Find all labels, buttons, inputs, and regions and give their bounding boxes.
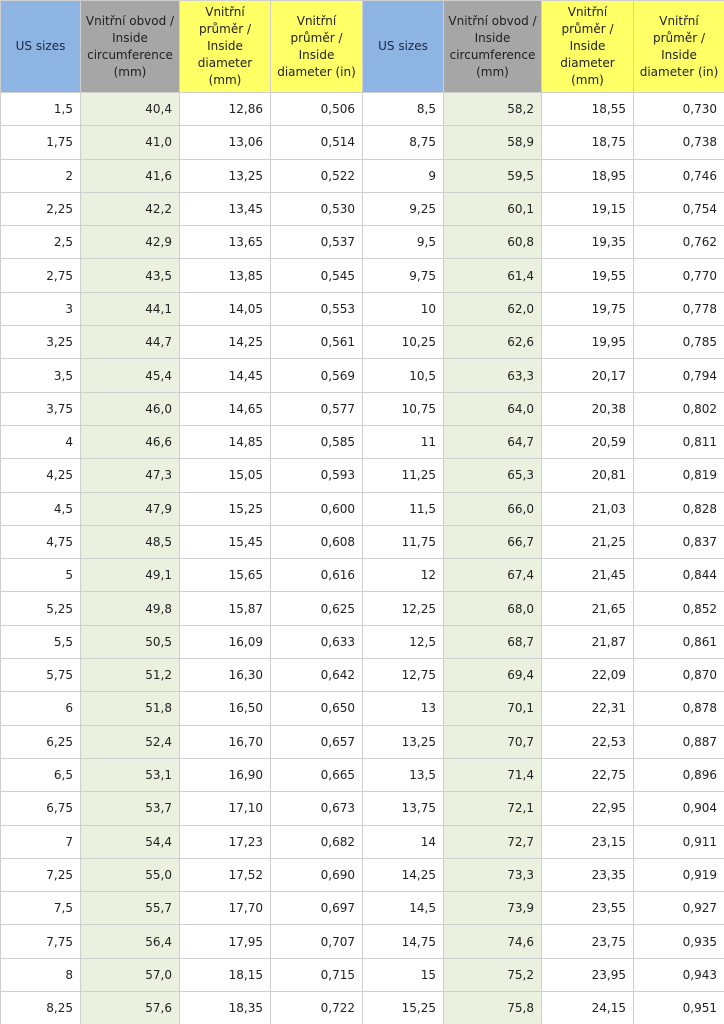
table-row: [1, 459, 724, 492]
diameter-in-cell: 0,811: [634, 425, 724, 458]
diameter-in-cell: 0,553: [271, 292, 363, 325]
circumference-mm-cell: 51,2: [81, 659, 180, 692]
us-size-cell: 2,75: [1, 259, 81, 292]
diameter-mm-cell: 21,03: [542, 492, 634, 525]
diameter-mm-cell: 24,15: [542, 992, 634, 1024]
circumference-mm-cell: 53,7: [81, 792, 180, 825]
us-size-cell: 3,75: [1, 392, 81, 425]
diameter-in-cell: 0,673: [271, 792, 363, 825]
diameter-in-cell: 0,911: [634, 825, 724, 858]
circumference-mm-cell: 73,9: [444, 892, 542, 925]
us-size-cell: 4,25: [1, 459, 81, 492]
diameter-in-cell: 0,506: [271, 93, 363, 126]
diameter-mm-cell: 16,70: [180, 725, 271, 758]
circumference-mm-cell: 67,4: [444, 559, 542, 592]
diameter-in-cell: 0,697: [271, 892, 363, 925]
circumference-mm-cell: 64,7: [444, 425, 542, 458]
circumference-mm-cell: 40,4: [81, 93, 180, 126]
table-row: [1, 758, 724, 791]
circumference-mm-cell: 50,5: [81, 625, 180, 658]
us-size-cell: 14: [363, 825, 444, 858]
diameter-in-cell: 0,561: [271, 326, 363, 359]
circumference-mm-cell: 68,0: [444, 592, 542, 625]
us-size-cell: 4,5: [1, 492, 81, 525]
table-row: [1, 159, 724, 192]
diameter-mm-cell: 22,75: [542, 758, 634, 791]
circumference-mm-cell: 60,1: [444, 192, 542, 225]
diameter-mm-cell: 14,05: [180, 292, 271, 325]
us-size-cell: 9: [363, 159, 444, 192]
circumference-mm-cell: 71,4: [444, 758, 542, 791]
diameter-in-cell: 0,657: [271, 725, 363, 758]
circumference-mm-cell: 42,2: [81, 192, 180, 225]
us-size-cell: 15,25: [363, 992, 444, 1024]
circumference-mm-cell: 73,3: [444, 858, 542, 891]
diameter-mm-cell: 17,52: [180, 858, 271, 891]
diameter-mm-cell: 21,87: [542, 625, 634, 658]
us-size-cell: 12,25: [363, 592, 444, 625]
diameter-in-cell: 0,794: [634, 359, 724, 392]
us-size-cell: 9,5: [363, 226, 444, 259]
circumference-mm-cell: 66,7: [444, 525, 542, 558]
header-diameter-in-right: Vnitřní průměr / Inside diameter (in): [634, 1, 724, 93]
diameter-mm-cell: 16,50: [180, 692, 271, 725]
diameter-in-cell: 0,844: [634, 559, 724, 592]
diameter-mm-cell: 23,15: [542, 825, 634, 858]
circumference-mm-cell: 55,7: [81, 892, 180, 925]
circumference-mm-cell: 56,4: [81, 925, 180, 958]
us-size-cell: 13,25: [363, 725, 444, 758]
diameter-mm-cell: 18,95: [542, 159, 634, 192]
header-diameter-mm-left: Vnitřní průměr / Inside diameter (mm): [180, 1, 271, 93]
diameter-mm-cell: 19,95: [542, 326, 634, 359]
us-size-cell: 5: [1, 559, 81, 592]
us-size-cell: 5,75: [1, 659, 81, 692]
us-size-cell: 10: [363, 292, 444, 325]
table-row: [1, 625, 724, 658]
circumference-mm-cell: 51,8: [81, 692, 180, 725]
diameter-mm-cell: 19,55: [542, 259, 634, 292]
diameter-in-cell: 0,722: [271, 992, 363, 1024]
diameter-in-cell: 0,802: [634, 392, 724, 425]
diameter-in-cell: 0,896: [634, 758, 724, 791]
us-size-cell: 11,5: [363, 492, 444, 525]
table-row: [1, 992, 724, 1024]
table-row: [1, 825, 724, 858]
circumference-mm-cell: 47,9: [81, 492, 180, 525]
diameter-in-cell: 0,537: [271, 226, 363, 259]
header-circumference-mm-right: Vnitřní obvod / Inside circumference (mm): [444, 1, 542, 93]
diameter-in-cell: 0,927: [634, 892, 724, 925]
us-size-cell: 13,5: [363, 758, 444, 791]
circumference-mm-cell: 62,0: [444, 292, 542, 325]
circumference-mm-cell: 46,6: [81, 425, 180, 458]
diameter-mm-cell: 15,87: [180, 592, 271, 625]
diameter-in-cell: 0,522: [271, 159, 363, 192]
us-size-cell: 3: [1, 292, 81, 325]
diameter-in-cell: 0,887: [634, 725, 724, 758]
diameter-mm-cell: 21,25: [542, 525, 634, 558]
diameter-in-cell: 0,935: [634, 925, 724, 958]
diameter-mm-cell: 14,85: [180, 425, 271, 458]
diameter-in-cell: 0,545: [271, 259, 363, 292]
diameter-in-cell: 0,878: [634, 692, 724, 725]
diameter-in-cell: 0,852: [634, 592, 724, 625]
circumference-mm-cell: 44,7: [81, 326, 180, 359]
us-size-cell: 6,5: [1, 758, 81, 791]
table-row: [1, 192, 724, 225]
us-size-cell: 13,75: [363, 792, 444, 825]
diameter-mm-cell: 21,65: [542, 592, 634, 625]
diameter-mm-cell: 12,86: [180, 93, 271, 126]
diameter-in-cell: 0,625: [271, 592, 363, 625]
us-size-cell: 2: [1, 159, 81, 192]
us-size-cell: 6: [1, 692, 81, 725]
diameter-mm-cell: 18,75: [542, 126, 634, 159]
table-row: [1, 958, 724, 991]
diameter-in-cell: 0,730: [634, 93, 724, 126]
diameter-in-cell: 0,569: [271, 359, 363, 392]
diameter-mm-cell: 16,30: [180, 659, 271, 692]
diameter-in-cell: 0,593: [271, 459, 363, 492]
us-size-cell: 10,25: [363, 326, 444, 359]
diameter-in-cell: 0,904: [634, 792, 724, 825]
header-us-sizes-left: US sizes: [1, 1, 81, 93]
diameter-mm-cell: 22,95: [542, 792, 634, 825]
header-diameter-mm-right: Vnitřní průměr / Inside diameter (mm): [542, 1, 634, 93]
us-size-cell: 8,75: [363, 126, 444, 159]
circumference-mm-cell: 64,0: [444, 392, 542, 425]
circumference-mm-cell: 58,9: [444, 126, 542, 159]
circumference-mm-cell: 70,7: [444, 725, 542, 758]
us-size-cell: 8: [1, 958, 81, 991]
us-size-cell: 12: [363, 559, 444, 592]
table-row: [1, 592, 724, 625]
diameter-in-cell: 0,577: [271, 392, 363, 425]
us-size-cell: 6,75: [1, 792, 81, 825]
diameter-in-cell: 0,738: [634, 126, 724, 159]
diameter-mm-cell: 14,25: [180, 326, 271, 359]
diameter-mm-cell: 23,95: [542, 958, 634, 991]
circumference-mm-cell: 41,6: [81, 159, 180, 192]
table-row: [1, 725, 724, 758]
circumference-mm-cell: 53,1: [81, 758, 180, 791]
circumference-mm-cell: 43,5: [81, 259, 180, 292]
diameter-in-cell: 0,715: [271, 958, 363, 991]
diameter-in-cell: 0,778: [634, 292, 724, 325]
us-size-cell: 4,75: [1, 525, 81, 558]
diameter-mm-cell: 17,70: [180, 892, 271, 925]
table-header: [1, 1, 724, 93]
us-size-cell: 11,25: [363, 459, 444, 492]
table-row: [1, 425, 724, 458]
diameter-in-cell: 0,819: [634, 459, 724, 492]
diameter-in-cell: 0,870: [634, 659, 724, 692]
circumference-mm-cell: 58,2: [444, 93, 542, 126]
diameter-mm-cell: 22,31: [542, 692, 634, 725]
table-row: [1, 292, 724, 325]
diameter-in-cell: 0,608: [271, 525, 363, 558]
diameter-mm-cell: 18,35: [180, 992, 271, 1024]
table-row: [1, 359, 724, 392]
us-size-cell: 13: [363, 692, 444, 725]
circumference-mm-cell: 55,0: [81, 858, 180, 891]
diameter-in-cell: 0,951: [634, 992, 724, 1024]
diameter-in-cell: 0,707: [271, 925, 363, 958]
diameter-mm-cell: 16,90: [180, 758, 271, 791]
us-size-cell: 7: [1, 825, 81, 858]
circumference-mm-cell: 60,8: [444, 226, 542, 259]
diameter-mm-cell: 15,05: [180, 459, 271, 492]
header-diameter-in-left: Vnitřní průměr / Inside diameter (in): [271, 1, 363, 93]
table-row: [1, 326, 724, 359]
diameter-mm-cell: 23,55: [542, 892, 634, 925]
us-size-cell: 14,5: [363, 892, 444, 925]
diameter-in-cell: 0,633: [271, 625, 363, 658]
diameter-mm-cell: 17,10: [180, 792, 271, 825]
table-row: [1, 559, 724, 592]
diameter-mm-cell: 20,38: [542, 392, 634, 425]
diameter-in-cell: 0,514: [271, 126, 363, 159]
circumference-mm-cell: 69,4: [444, 659, 542, 692]
us-size-cell: 9,25: [363, 192, 444, 225]
diameter-in-cell: 0,770: [634, 259, 724, 292]
diameter-in-cell: 0,746: [634, 159, 724, 192]
us-size-cell: 12,75: [363, 659, 444, 692]
table-row: [1, 692, 724, 725]
us-size-cell: 7,25: [1, 858, 81, 891]
diameter-mm-cell: 16,09: [180, 625, 271, 658]
diameter-mm-cell: 23,75: [542, 925, 634, 958]
us-size-cell: 10,5: [363, 359, 444, 392]
table-row: [1, 93, 724, 126]
diameter-mm-cell: 13,85: [180, 259, 271, 292]
circumference-mm-cell: 61,4: [444, 259, 542, 292]
circumference-mm-cell: 72,1: [444, 792, 542, 825]
diameter-mm-cell: 20,59: [542, 425, 634, 458]
circumference-mm-cell: 62,6: [444, 326, 542, 359]
diameter-mm-cell: 20,81: [542, 459, 634, 492]
circumference-mm-cell: 65,3: [444, 459, 542, 492]
diameter-mm-cell: 15,65: [180, 559, 271, 592]
circumference-mm-cell: 68,7: [444, 625, 542, 658]
us-size-cell: 14,75: [363, 925, 444, 958]
circumference-mm-cell: 52,4: [81, 725, 180, 758]
table-row: [1, 892, 724, 925]
diameter-in-cell: 0,837: [634, 525, 724, 558]
diameter-in-cell: 0,682: [271, 825, 363, 858]
table-row: [1, 126, 724, 159]
diameter-in-cell: 0,919: [634, 858, 724, 891]
circumference-mm-cell: 46,0: [81, 392, 180, 425]
table-row: [1, 259, 724, 292]
us-size-cell: 7,5: [1, 892, 81, 925]
table-row: [1, 925, 724, 958]
us-size-cell: 8,5: [363, 93, 444, 126]
us-size-cell: 1,75: [1, 126, 81, 159]
diameter-mm-cell: 15,45: [180, 525, 271, 558]
us-size-cell: 11,75: [363, 525, 444, 558]
circumference-mm-cell: 42,9: [81, 226, 180, 259]
diameter-mm-cell: 13,06: [180, 126, 271, 159]
circumference-mm-cell: 44,1: [81, 292, 180, 325]
diameter-in-cell: 0,690: [271, 858, 363, 891]
us-size-cell: 1,5: [1, 93, 81, 126]
us-size-cell: 11: [363, 425, 444, 458]
table-row: [1, 492, 724, 525]
diameter-mm-cell: 13,45: [180, 192, 271, 225]
diameter-mm-cell: 22,53: [542, 725, 634, 758]
diameter-mm-cell: 15,25: [180, 492, 271, 525]
diameter-mm-cell: 21,45: [542, 559, 634, 592]
diameter-mm-cell: 18,15: [180, 958, 271, 991]
diameter-in-cell: 0,585: [271, 425, 363, 458]
us-size-cell: 14,25: [363, 858, 444, 891]
diameter-mm-cell: 19,75: [542, 292, 634, 325]
circumference-mm-cell: 54,4: [81, 825, 180, 858]
circumference-mm-cell: 70,1: [444, 692, 542, 725]
us-size-cell: 3,25: [1, 326, 81, 359]
table-row: [1, 525, 724, 558]
circumference-mm-cell: 49,1: [81, 559, 180, 592]
circumference-mm-cell: 72,7: [444, 825, 542, 858]
diameter-mm-cell: 17,23: [180, 825, 271, 858]
diameter-in-cell: 0,762: [634, 226, 724, 259]
table-row: [1, 392, 724, 425]
table-row: [1, 792, 724, 825]
us-size-cell: 2,25: [1, 192, 81, 225]
us-size-cell: 9,75: [363, 259, 444, 292]
diameter-mm-cell: 18,55: [542, 93, 634, 126]
circumference-mm-cell: 48,5: [81, 525, 180, 558]
circumference-mm-cell: 45,4: [81, 359, 180, 392]
us-size-cell: 15: [363, 958, 444, 991]
diameter-in-cell: 0,754: [634, 192, 724, 225]
circumference-mm-cell: 75,2: [444, 958, 542, 991]
diameter-mm-cell: 19,35: [542, 226, 634, 259]
diameter-mm-cell: 17,95: [180, 925, 271, 958]
table-row: [1, 659, 724, 692]
circumference-mm-cell: 49,8: [81, 592, 180, 625]
circumference-mm-cell: 66,0: [444, 492, 542, 525]
us-size-cell: 6,25: [1, 725, 81, 758]
circumference-mm-cell: 47,3: [81, 459, 180, 492]
us-size-cell: 3,5: [1, 359, 81, 392]
circumference-mm-cell: 59,5: [444, 159, 542, 192]
diameter-mm-cell: 13,65: [180, 226, 271, 259]
diameter-mm-cell: 23,35: [542, 858, 634, 891]
header-row: [1, 1, 724, 93]
diameter-in-cell: 0,828: [634, 492, 724, 525]
us-size-cell: 5,25: [1, 592, 81, 625]
us-size-cell: 4: [1, 425, 81, 458]
circumference-mm-cell: 63,3: [444, 359, 542, 392]
diameter-in-cell: 0,861: [634, 625, 724, 658]
diameter-mm-cell: 20,17: [542, 359, 634, 392]
circumference-mm-cell: 57,0: [81, 958, 180, 991]
diameter-in-cell: 0,642: [271, 659, 363, 692]
table-row: [1, 226, 724, 259]
circumference-mm-cell: 41,0: [81, 126, 180, 159]
us-size-cell: 10,75: [363, 392, 444, 425]
us-size-cell: 2,5: [1, 226, 81, 259]
table-body: [1, 93, 724, 1024]
diameter-mm-cell: 13,25: [180, 159, 271, 192]
circumference-mm-cell: 75,8: [444, 992, 542, 1024]
diameter-in-cell: 0,530: [271, 192, 363, 225]
us-size-cell: 12,5: [363, 625, 444, 658]
diameter-in-cell: 0,943: [634, 958, 724, 991]
header-circumference-mm-left: Vnitřní obvod / Inside circumference (mm): [81, 1, 180, 93]
diameter-in-cell: 0,785: [634, 326, 724, 359]
diameter-mm-cell: 22,09: [542, 659, 634, 692]
us-size-cell: 5,5: [1, 625, 81, 658]
diameter-in-cell: 0,650: [271, 692, 363, 725]
header-us-sizes-right: US sizes: [363, 1, 444, 93]
us-size-cell: 8,25: [1, 992, 81, 1024]
circumference-mm-cell: 74,6: [444, 925, 542, 958]
diameter-mm-cell: 19,15: [542, 192, 634, 225]
diameter-in-cell: 0,616: [271, 559, 363, 592]
table-row: [1, 858, 724, 891]
diameter-mm-cell: 14,45: [180, 359, 271, 392]
us-size-cell: 7,75: [1, 925, 81, 958]
diameter-mm-cell: 14,65: [180, 392, 271, 425]
diameter-in-cell: 0,665: [271, 758, 363, 791]
diameter-in-cell: 0,600: [271, 492, 363, 525]
circumference-mm-cell: 57,6: [81, 992, 180, 1024]
